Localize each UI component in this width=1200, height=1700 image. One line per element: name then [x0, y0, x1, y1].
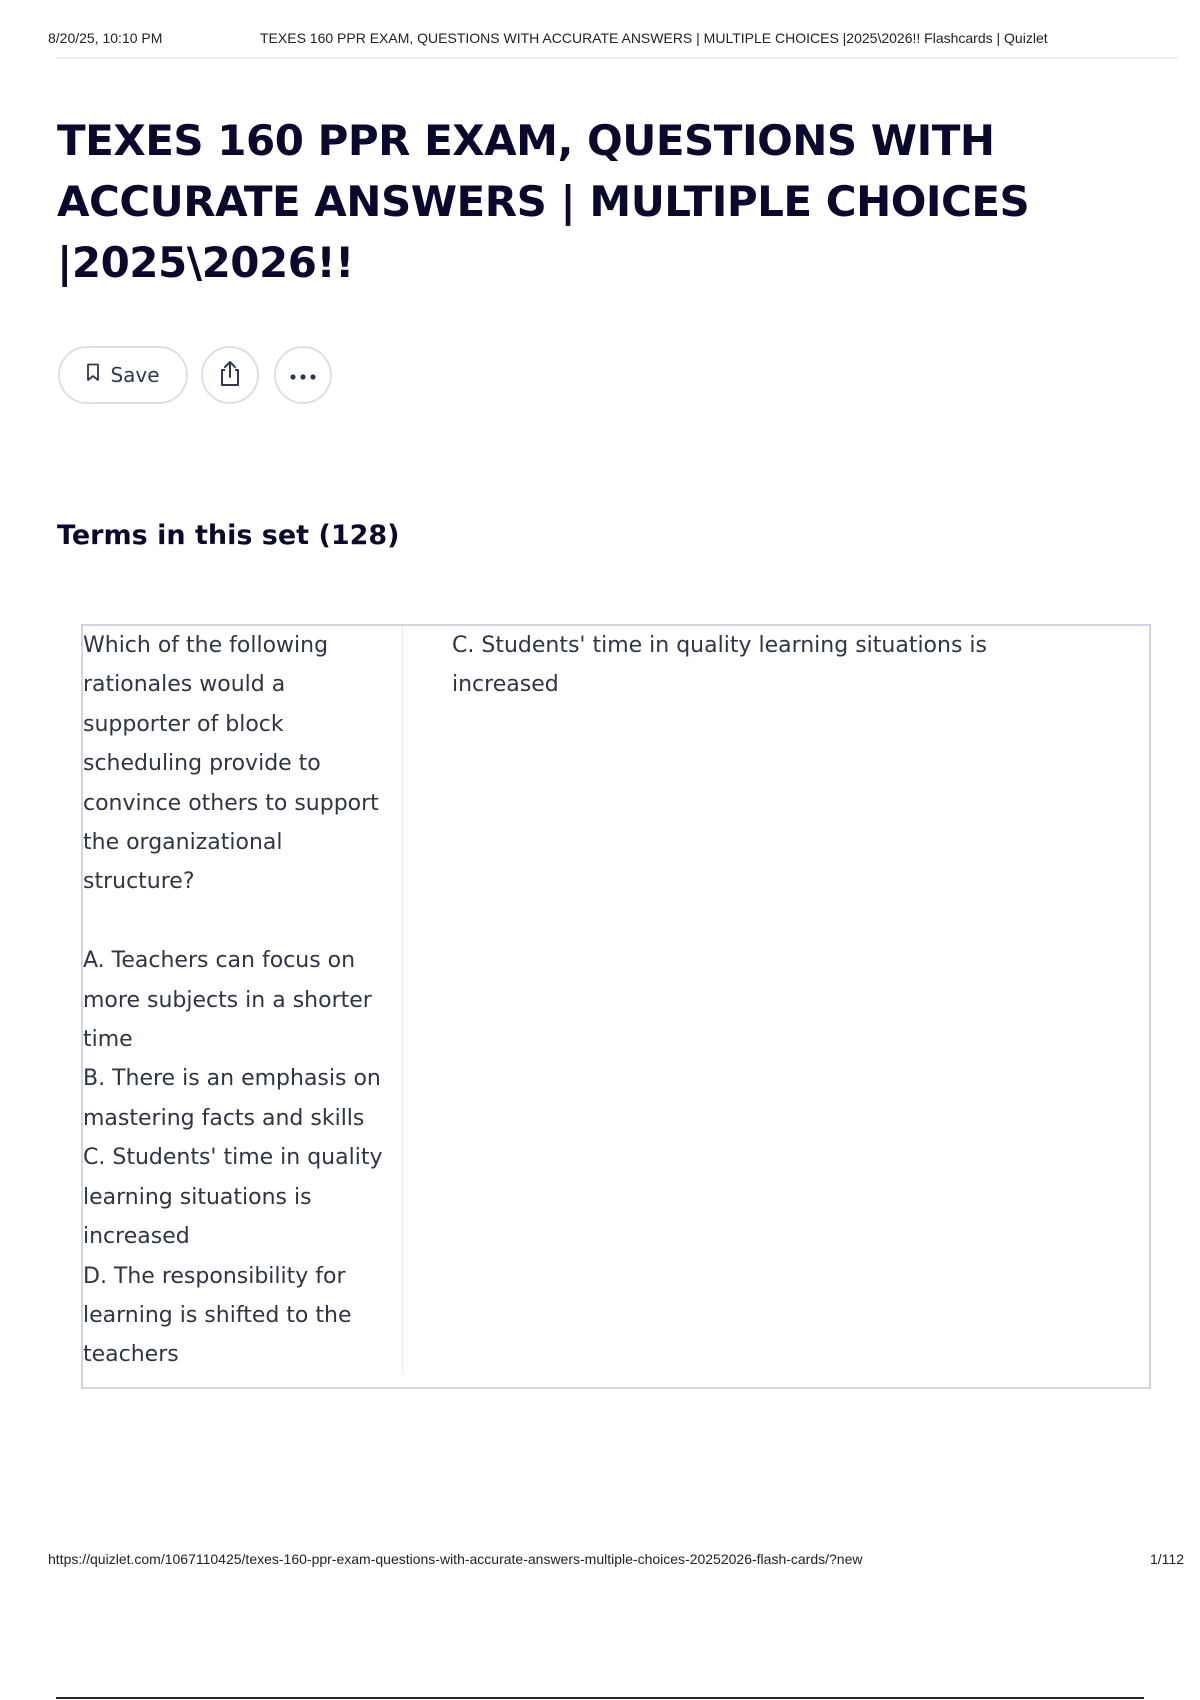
definition-text: C. Students' time in quality learning situations is increased [452, 633, 987, 698]
term-card [81, 624, 1151, 1389]
print-header [48, 30, 1166, 52]
bookmark-icon [86, 363, 100, 387]
print-date: 8/20/25, 10:10 PM [48, 30, 163, 46]
share-button[interactable] [201, 346, 259, 404]
header-divider [56, 57, 1178, 59]
print-url: https://quizlet.com/1067110425/texes-160-ppr-exam-questions-with-accurate-answers-multiple-choices-20252026-flash-cards/?new [48, 1551, 863, 1567]
terms-heading: Terms in this set (128) [57, 520, 400, 551]
save-button-label: Save [110, 363, 160, 387]
term-column-divider [402, 626, 403, 1373]
print-page-title: TEXES 160 PPR EXAM, QUESTIONS WITH ACCURATE ANSWERS | MULTIPLE CHOICES |2025\2026!! Flashcards | Quizlet [260, 30, 1048, 46]
set-title: TEXES 160 PPR EXAM, QUESTIONS WITH ACCURATE ANSWERS | MULTIPLE CHOICES |2025\2026!! [57, 116, 1030, 287]
page-bottom-rule [56, 1697, 1144, 1699]
save-button[interactable] [58, 346, 188, 404]
print-footer [48, 1551, 1184, 1571]
term-text: Which of the following rationales would a supporter of block scheduling provide to convince others to support the organizational structure? A. Teachers can focus on more subjects in a shorter time B. There is an emphasis on mastering facts and skills C. Students' time in quality learning situations is increased D. The responsibility for learning is shifted to the teachers [83, 633, 383, 1368]
more-options-button[interactable] [274, 346, 332, 404]
page-number: 1/112 [1150, 1551, 1184, 1567]
more-icon [289, 364, 317, 386]
share-icon [217, 359, 243, 391]
